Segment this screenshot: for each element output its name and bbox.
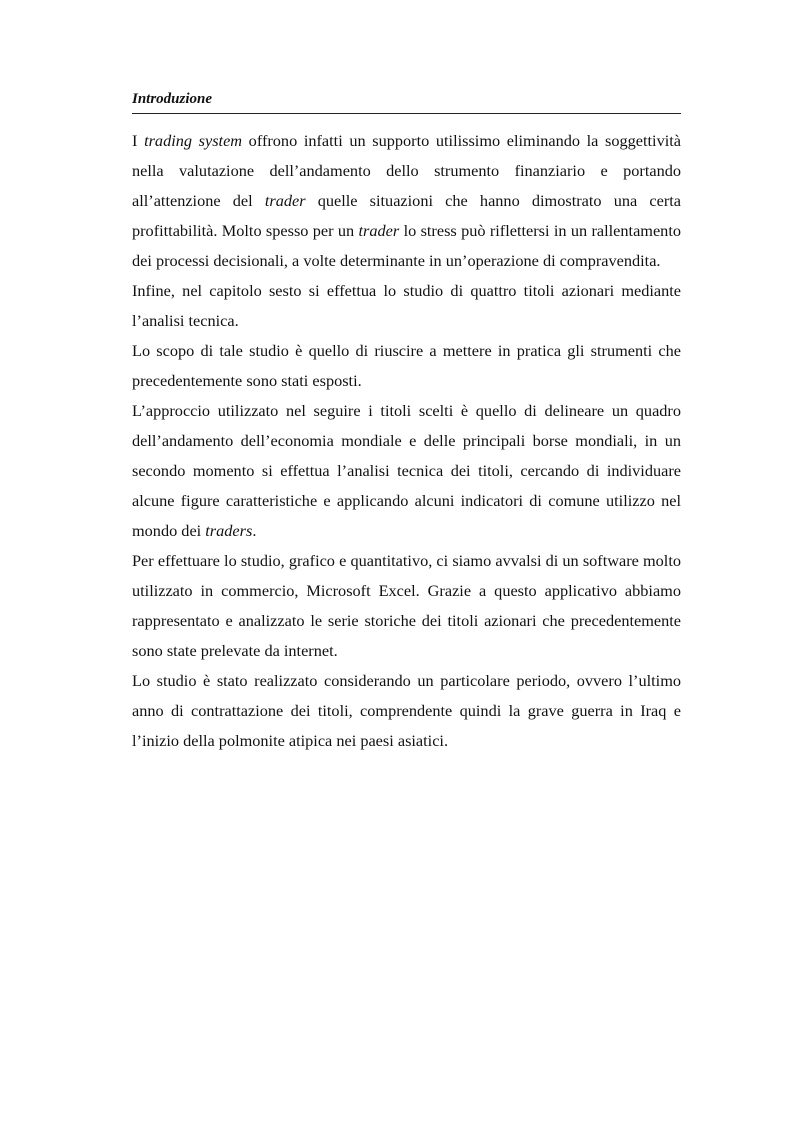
paragraph-periodo: Lo studio è stato realizzato considerando un particolare periodo, ovvero l’ultimo anno di contrattazione dei titoli, comprendente quindi la grave guerra in Iraq e l’inizio della polmonite atipica nei paesi asiatici. (132, 671, 681, 750)
italic-term: traders (205, 521, 253, 540)
text-run: quelle situazioni che hanno dimostrato una certa profittabilità. Molto spesso per un (132, 191, 682, 240)
italic-term: trader (264, 191, 306, 210)
text-run: I (132, 131, 145, 150)
text-run: offrono infatti un supporto utilissimo eliminando la soggettività nella valutazione dell’andamento dello strumento finanziario e portando all’attenzione del (132, 131, 681, 210)
paragraph-software: Per effettuare lo studio, grafico e quantitativo, ci siamo avvalsi di un software molto utilizzato in commercio, Microsoft Excel. Grazie a questo applicativo abbiamo rappresentato e analizzato le serie storiche dei titoli azionari che precedentemente sono state prelevate da internet. (132, 551, 681, 660)
text-run: L’approccio utilizzato nel seguire i titoli scelti è quello di delineare un quadro dell’andamento dell’economia mondiale e delle principali borse mondiali, in un secondo momento si effettua l’analisi tecnica dei titoli, cercando di individuare alcune figure caratteristiche e applicando alcuni indicatori di comune utilizzo nel mondo dei (132, 401, 681, 540)
paragraph-capitolo-sesto: Infine, nel capitolo sesto si effettua lo studio di quattro titoli azionari mediante l’analisi tecnica. (132, 281, 681, 330)
text-run: lo stress può riflettersi in un rallentamento dei processi decisionali, a volte determinante in un’operazione di compravendita. (132, 221, 681, 270)
paragraph-approccio (132, 396, 681, 546)
italic-term: trader (358, 221, 400, 240)
document-page (132, 88, 681, 756)
italic-term: trading system (144, 131, 243, 150)
header-title: Introduzione (132, 91, 213, 107)
text-run: . (252, 521, 257, 540)
paragraph-scopo: Lo scopo di tale studio è quello di riuscire a mettere in pratica gli strumenti che precedentemente sono stati esposti. (132, 341, 681, 390)
paragraph-trading-system (132, 126, 681, 276)
running-header (132, 88, 681, 114)
